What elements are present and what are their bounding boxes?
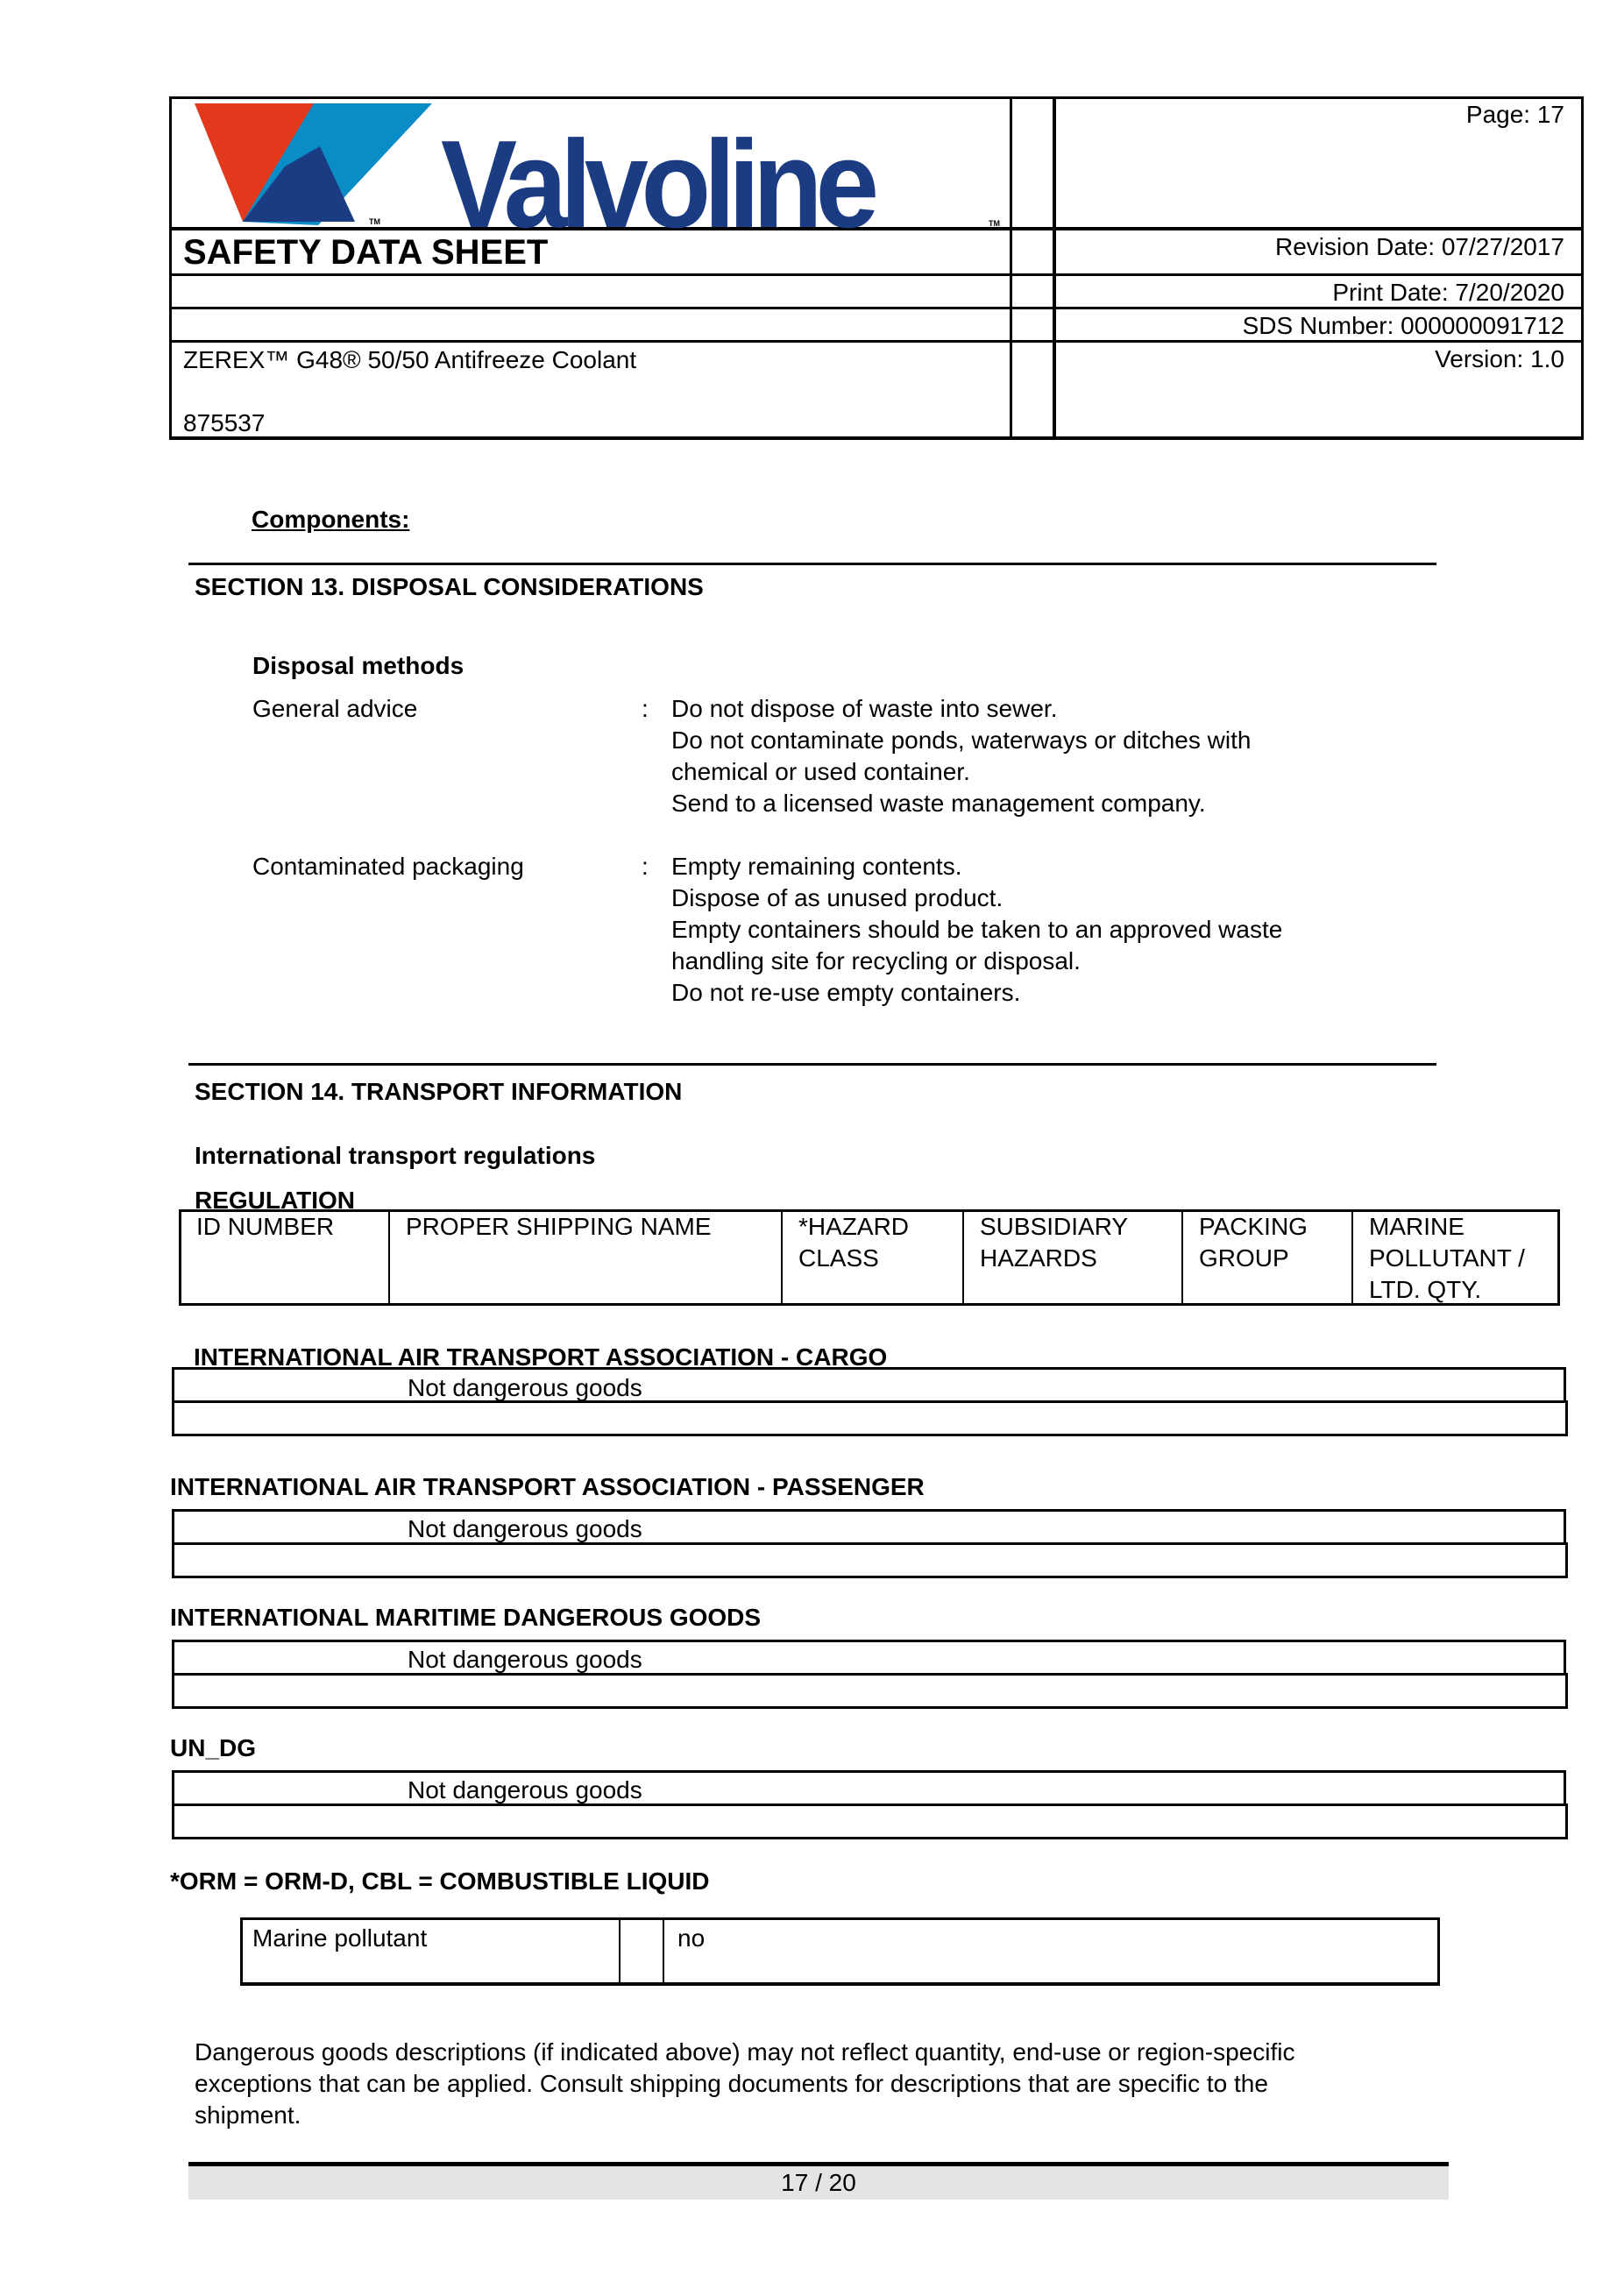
col-header-line: PACKING	[1199, 1213, 1308, 1240]
header-top-border	[169, 96, 1584, 99]
disposal-methods-heading: Disposal methods	[252, 652, 465, 679]
marine-table-top	[240, 1917, 1440, 1920]
valvoline-v-logo-icon	[188, 101, 443, 228]
column-divider	[781, 1209, 783, 1306]
marine-table-left	[240, 1917, 243, 1986]
footer-rule	[188, 2162, 1449, 2166]
header-divider-1	[1010, 96, 1012, 440]
separator-colon: :	[642, 853, 649, 880]
contaminated-packaging-line: Do not re-use empty containers.	[671, 979, 1021, 1006]
header-row-line	[169, 307, 1584, 309]
col-header-id-number	[196, 1211, 334, 1243]
disclaimer-line: exceptions that can be applied. Consult shipping documents for descriptions that are specific to the	[195, 2070, 1268, 2097]
product-code: 875537	[183, 409, 266, 436]
logo-tm-mark: TM	[369, 217, 380, 226]
iata-passenger-empty-row	[172, 1542, 1568, 1578]
header-row-line	[169, 273, 1584, 276]
general-advice-label: General advice	[252, 695, 418, 722]
general-advice-line: chemical or used container.	[671, 758, 970, 785]
marine-table-divider	[619, 1917, 621, 1986]
col-header-hazard-class	[798, 1211, 909, 1274]
general-advice-line: Do not dispose of waste into sewer.	[671, 695, 1058, 722]
iata-cargo-empty-row	[172, 1400, 1568, 1436]
col-header-line: CLASS	[798, 1244, 879, 1272]
marine-pollutant-label: Marine pollutant	[252, 1924, 428, 1952]
regulation-heading: REGULATION	[195, 1187, 356, 1214]
col-header-line: SUBSIDIARY	[980, 1213, 1129, 1240]
header-row-line	[169, 340, 1584, 343]
un-dg-value: Not dangerous goods	[408, 1776, 642, 1803]
col-header-line: PROPER SHIPPING NAME	[406, 1213, 712, 1240]
contaminated-packaging-line: Empty remaining contents.	[671, 853, 962, 880]
section-14-title: SECTION 14. TRANSPORT INFORMATION	[195, 1078, 683, 1105]
components-heading: Components:	[252, 506, 410, 533]
marine-table-divider	[663, 1917, 664, 1986]
un-dg-empty-row	[172, 1803, 1568, 1839]
col-header-subsidiary-hazards	[980, 1211, 1128, 1274]
col-header-line: POLLUTANT /	[1369, 1244, 1525, 1272]
header-right-border	[1581, 96, 1584, 440]
section-14-rule	[188, 1063, 1436, 1066]
col-header-line: *HAZARD	[798, 1213, 910, 1240]
col-header-line: GROUP	[1199, 1244, 1289, 1272]
iata-cargo-value-row	[172, 1367, 1566, 1403]
doc-title: SAFETY DATA SHEET	[183, 233, 549, 272]
version: Version: 1.0	[1435, 345, 1564, 372]
contaminated-packaging-line: Empty containers should be taken to an approved waste	[671, 916, 1283, 943]
header-bottom-border	[169, 436, 1584, 440]
col-header-line: LTD. QTY.	[1369, 1276, 1482, 1303]
contaminated-packaging-line: Dispose of as unused product.	[671, 884, 1003, 911]
iata-passenger-value-row	[172, 1509, 1566, 1545]
iata-passenger-value: Not dangerous goods	[408, 1515, 642, 1542]
general-advice-line: Send to a licensed waste management company.	[671, 790, 1206, 817]
valvoline-wordmark: Valvoline	[441, 115, 872, 254]
general-advice-line: Do not contaminate ponds, waterways or ditches with	[671, 726, 1252, 754]
un-dg-value-row	[172, 1770, 1566, 1806]
imdg-value: Not dangerous goods	[408, 1646, 642, 1673]
product-name: ZEREX™ G48® 50/50 Antifreeze Coolant	[183, 346, 637, 373]
marine-table-right	[1437, 1917, 1440, 1986]
column-divider	[1351, 1209, 1353, 1306]
col-header-marine-pollutant	[1369, 1211, 1525, 1306]
wordmark-tm-mark: TM	[989, 219, 1000, 228]
marine-table-bottom	[240, 1982, 1440, 1986]
imdg-empty-row	[172, 1673, 1568, 1709]
marine-pollutant-value: no	[677, 1924, 706, 1952]
sds-number: SDS Number: 000000091712	[1242, 312, 1564, 339]
contaminated-packaging-line: handling site for recycling or disposal.	[671, 947, 1081, 974]
header-left-border	[169, 96, 172, 440]
header-divider-2	[1053, 96, 1056, 440]
column-divider	[1181, 1209, 1183, 1306]
un-dg-title: UN_DG	[170, 1734, 257, 1761]
section-13-rule	[188, 563, 1436, 565]
page-number: Page: 17	[1465, 101, 1564, 128]
page-counter: 17 / 20	[781, 2169, 856, 2196]
imdg-title: INTERNATIONAL MARITIME DANGEROUS GOODS	[170, 1604, 762, 1631]
orm-cbl-footnote: *ORM = ORM-D, CBL = COMBUSTIBLE LIQUID	[170, 1867, 710, 1895]
separator-colon: :	[642, 695, 649, 722]
section-13-title: SECTION 13. DISPOSAL CONSIDERATIONS	[195, 573, 704, 600]
print-date: Print Date: 7/20/2020	[1332, 279, 1564, 306]
iata-cargo-value: Not dangerous goods	[408, 1374, 642, 1401]
col-header-line: HAZARDS	[980, 1244, 1097, 1272]
col-header-proper-shipping-name	[406, 1211, 712, 1243]
column-divider	[388, 1209, 390, 1306]
disclaimer-line: shipment.	[195, 2101, 301, 2129]
col-header-line: MARINE	[1369, 1213, 1464, 1240]
iata-cargo-title: INTERNATIONAL AIR TRANSPORT ASSOCIATION - CARGO	[194, 1343, 888, 1371]
international-transport-heading: International transport regulations	[195, 1142, 596, 1169]
col-header-line: ID NUMBER	[196, 1213, 335, 1240]
imdg-value-row	[172, 1640, 1566, 1676]
disclaimer-line: Dangerous goods descriptions (if indicated above) may not reflect quantity, end-use or region-specific	[195, 2038, 1295, 2066]
col-header-packing-group	[1199, 1211, 1308, 1274]
contaminated-packaging-label: Contaminated packaging	[252, 853, 524, 880]
revision-date: Revision Date: 07/27/2017	[1275, 233, 1564, 260]
iata-passenger-title: INTERNATIONAL AIR TRANSPORT ASSOCIATION - PASSENGER	[170, 1473, 925, 1500]
column-divider	[962, 1209, 964, 1306]
